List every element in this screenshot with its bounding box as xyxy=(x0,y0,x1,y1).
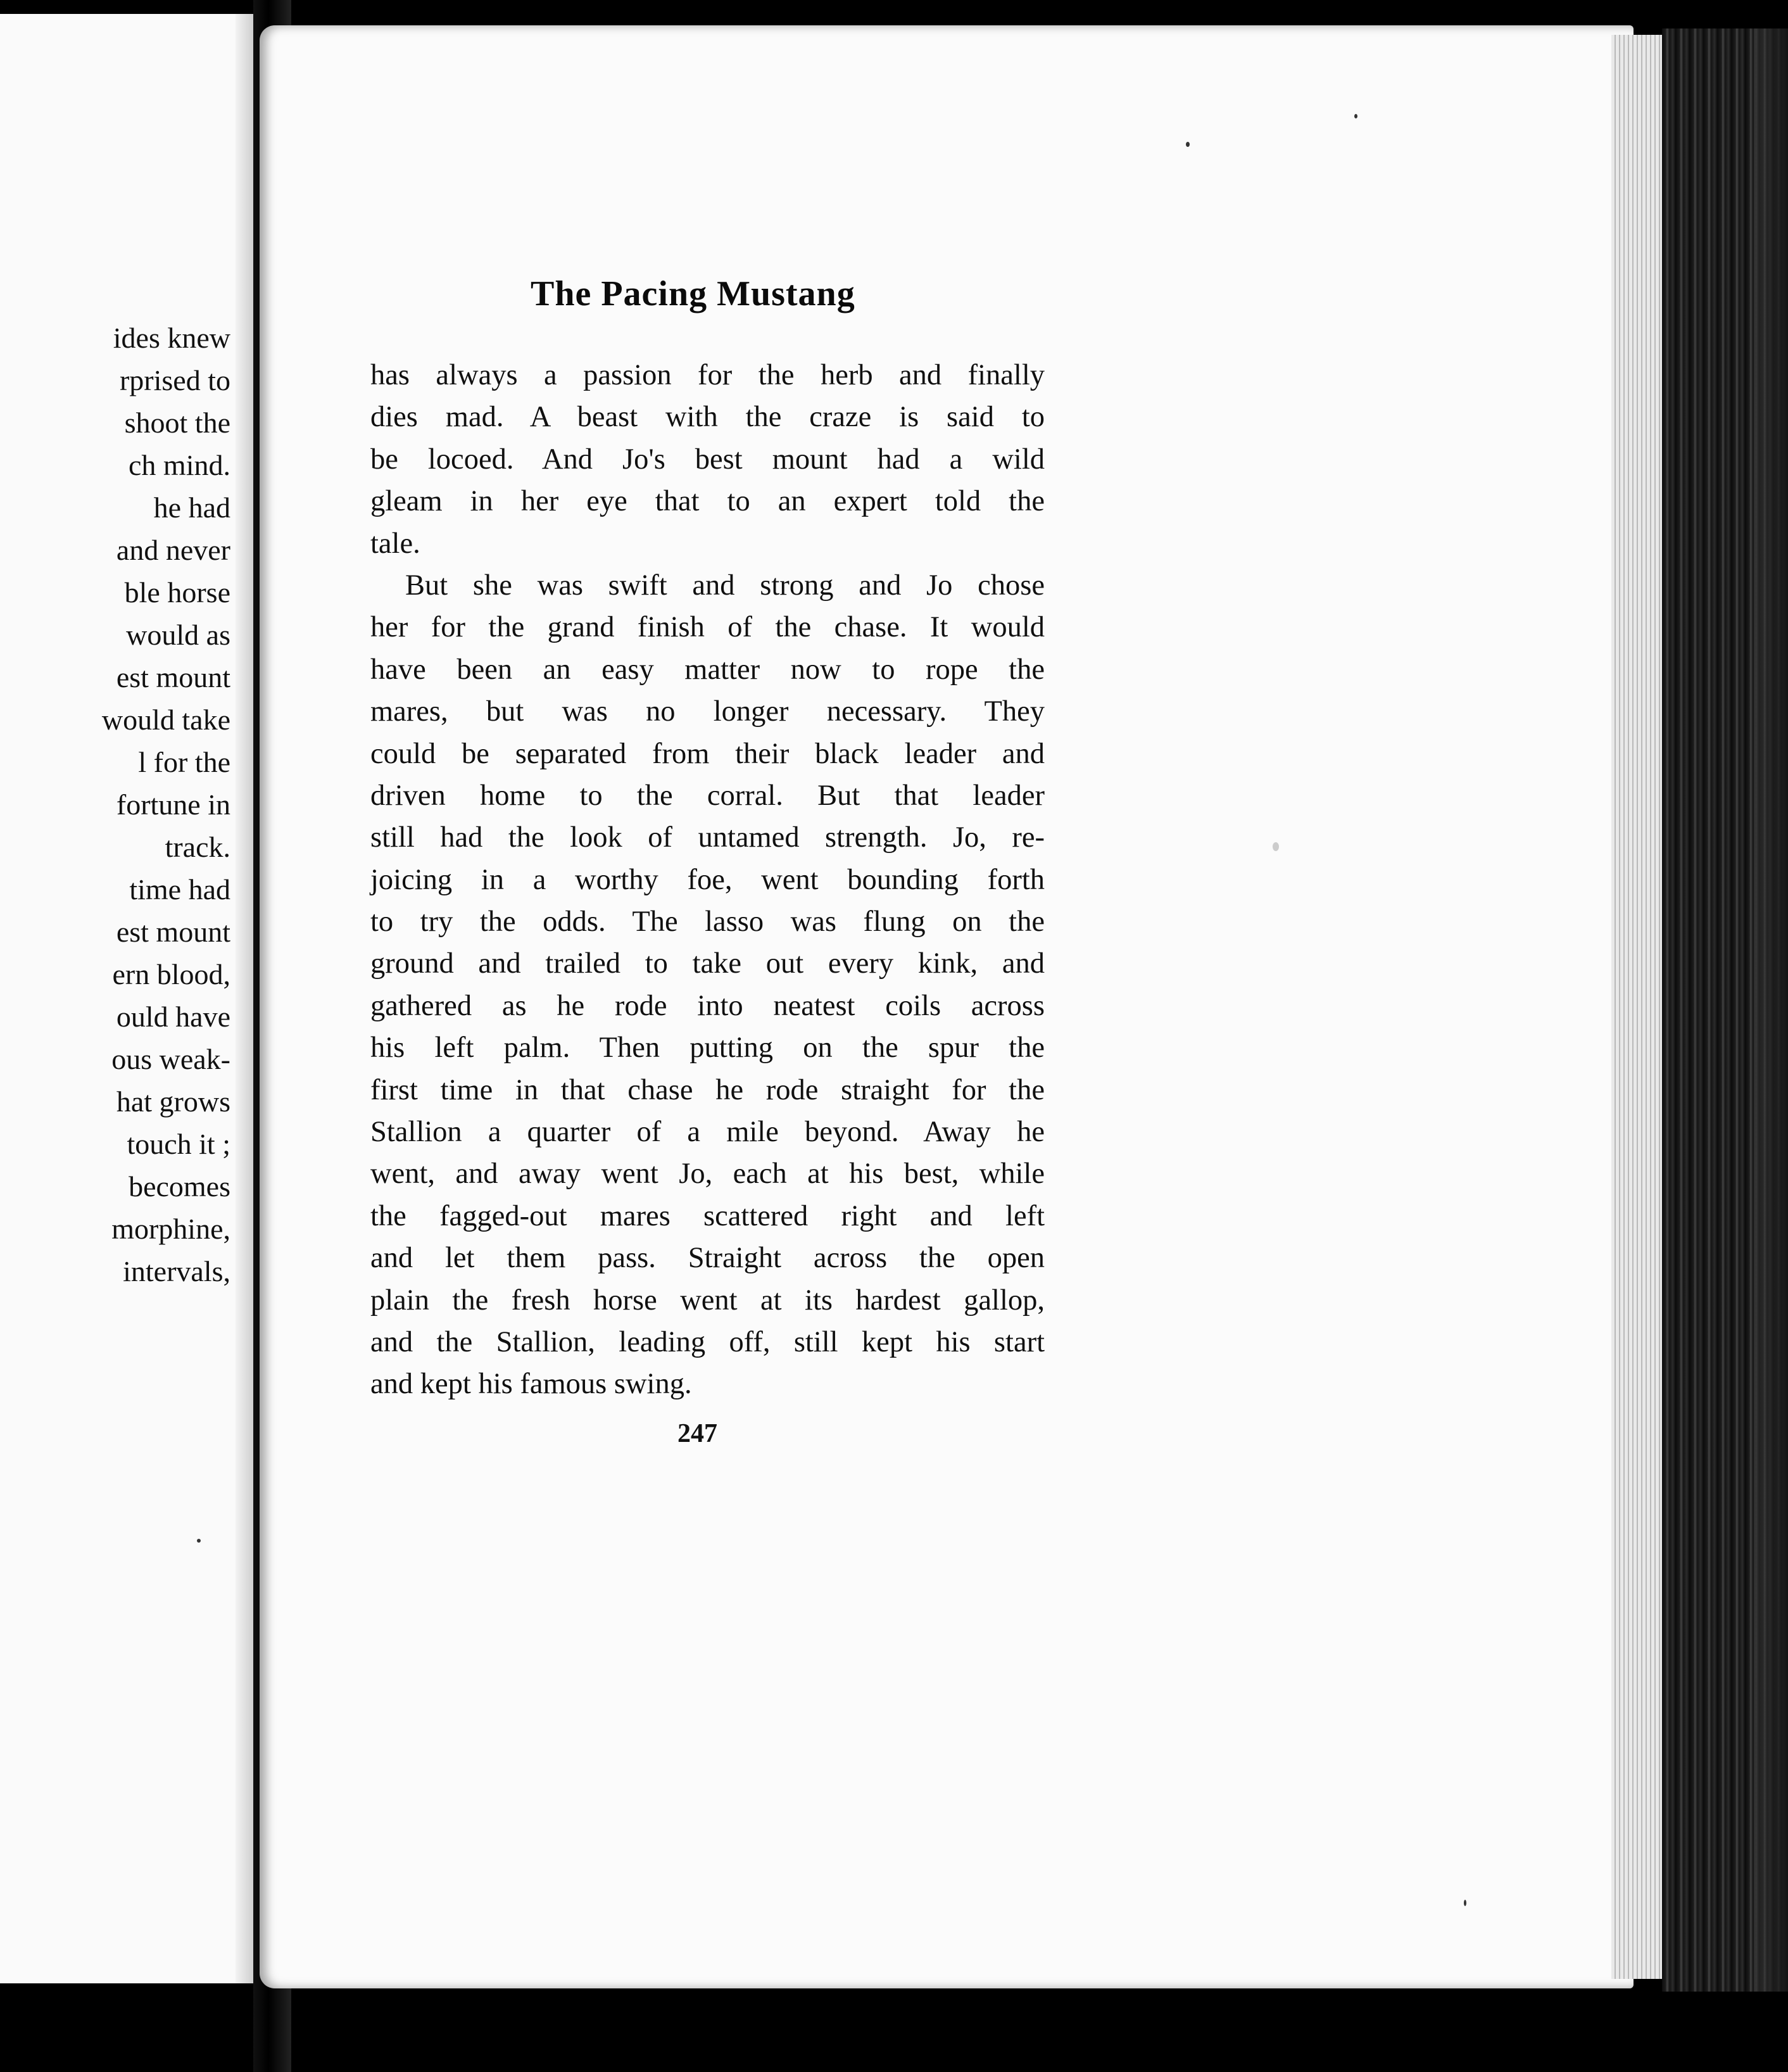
text-line: joicing in a worthy foe, went bounding forth xyxy=(370,863,1045,896)
left-text-line: track. xyxy=(165,831,230,863)
text-line: could be separated from their black leader and xyxy=(370,737,1045,770)
left-text-line: ch mind. xyxy=(129,449,230,481)
text-line: gathered as he rode into neatest coils across xyxy=(370,989,1045,1022)
left-text-line: morphine, xyxy=(111,1213,230,1245)
text-line: dies mad. A beast with the craze is said to xyxy=(370,401,1045,434)
left-text-line: intervals, xyxy=(123,1255,230,1287)
page-number: 247 xyxy=(677,1419,717,1448)
left-text-line: ern blood, xyxy=(112,958,230,990)
text-line: his left palm. Then putting on the spur the xyxy=(370,1032,1045,1064)
text-line: But she was swift and strong and Jo chose xyxy=(405,569,1045,602)
text-line: went, and away went Jo, each at his best, while xyxy=(370,1158,1045,1191)
text-line: Stallion a quarter of a mile beyond. Away he xyxy=(370,1116,1045,1149)
left-page xyxy=(0,14,253,1983)
text-line: still had the look of untamed strength. Jo, re- xyxy=(370,821,1045,854)
text-line: gleam in her eye that to an expert told the xyxy=(370,485,1045,518)
text-line: first time in that chase he rode straight for the xyxy=(370,1073,1045,1106)
running-head: The Pacing Mustang xyxy=(531,274,855,313)
left-text-line: touch it ; xyxy=(127,1128,230,1160)
text-line: and the Stallion, leading off, still kept his start xyxy=(370,1325,1045,1358)
left-text-line: l for the xyxy=(138,746,230,778)
text-line: have been an easy matter now to rope the xyxy=(370,653,1045,686)
left-text-line: est mount xyxy=(116,916,230,948)
left-text-line: he had xyxy=(153,491,230,524)
text-line: driven home to the corral. But that leader xyxy=(370,779,1045,812)
fore-edge-shade xyxy=(1754,28,1788,1992)
scan-speck xyxy=(1354,114,1357,118)
left-text-line: becomes xyxy=(129,1170,230,1203)
text-line: and kept his famous swing. xyxy=(370,1368,692,1401)
left-text-line: ous weak- xyxy=(111,1043,230,1075)
text-line: tale. xyxy=(370,527,420,560)
left-page-text xyxy=(0,317,230,1292)
left-text-line: ble horse xyxy=(124,576,230,609)
page-edges xyxy=(1611,35,1665,1979)
scan-speck xyxy=(1273,842,1279,851)
left-page-edge xyxy=(236,14,253,1983)
body-text xyxy=(370,355,1045,1406)
scan-speck xyxy=(1464,1900,1466,1906)
text-line: mares, but was no longer necessary. They xyxy=(370,695,1045,728)
text-line: plain the fresh horse went at its hardest gallop, xyxy=(370,1284,1045,1317)
left-text-line: est mount xyxy=(116,661,230,693)
text-line: her for the grand finish of the chase. It would xyxy=(370,611,1045,644)
left-text-line: would as xyxy=(126,619,230,651)
left-text-line: ides knew xyxy=(113,322,230,354)
text-line: has always a passion for the herb and finally xyxy=(370,359,1045,391)
text-line: the fagged-out mares scattered right and left xyxy=(370,1199,1045,1232)
left-text-line: and never xyxy=(116,534,230,566)
left-text-line: shoot the xyxy=(124,407,230,439)
left-text-line: ould have xyxy=(116,1001,230,1033)
left-text-line: rprised to xyxy=(119,364,230,396)
text-line: to try the odds. The lasso was flung on the xyxy=(370,906,1045,938)
scan-speck xyxy=(197,1539,201,1543)
text-line: and let them pass. Straight across the open xyxy=(370,1242,1045,1275)
left-text-line: time had xyxy=(129,873,230,906)
scan-speck xyxy=(1186,142,1190,147)
left-text-line: hat grows xyxy=(116,1085,230,1118)
text-line: ground and trailed to take out every kink, and xyxy=(370,947,1045,980)
left-text-line: would take xyxy=(101,704,230,736)
text-line: be locoed. And Jo's best mount had a wild xyxy=(370,443,1045,476)
left-text-line: fortune in xyxy=(116,788,230,821)
